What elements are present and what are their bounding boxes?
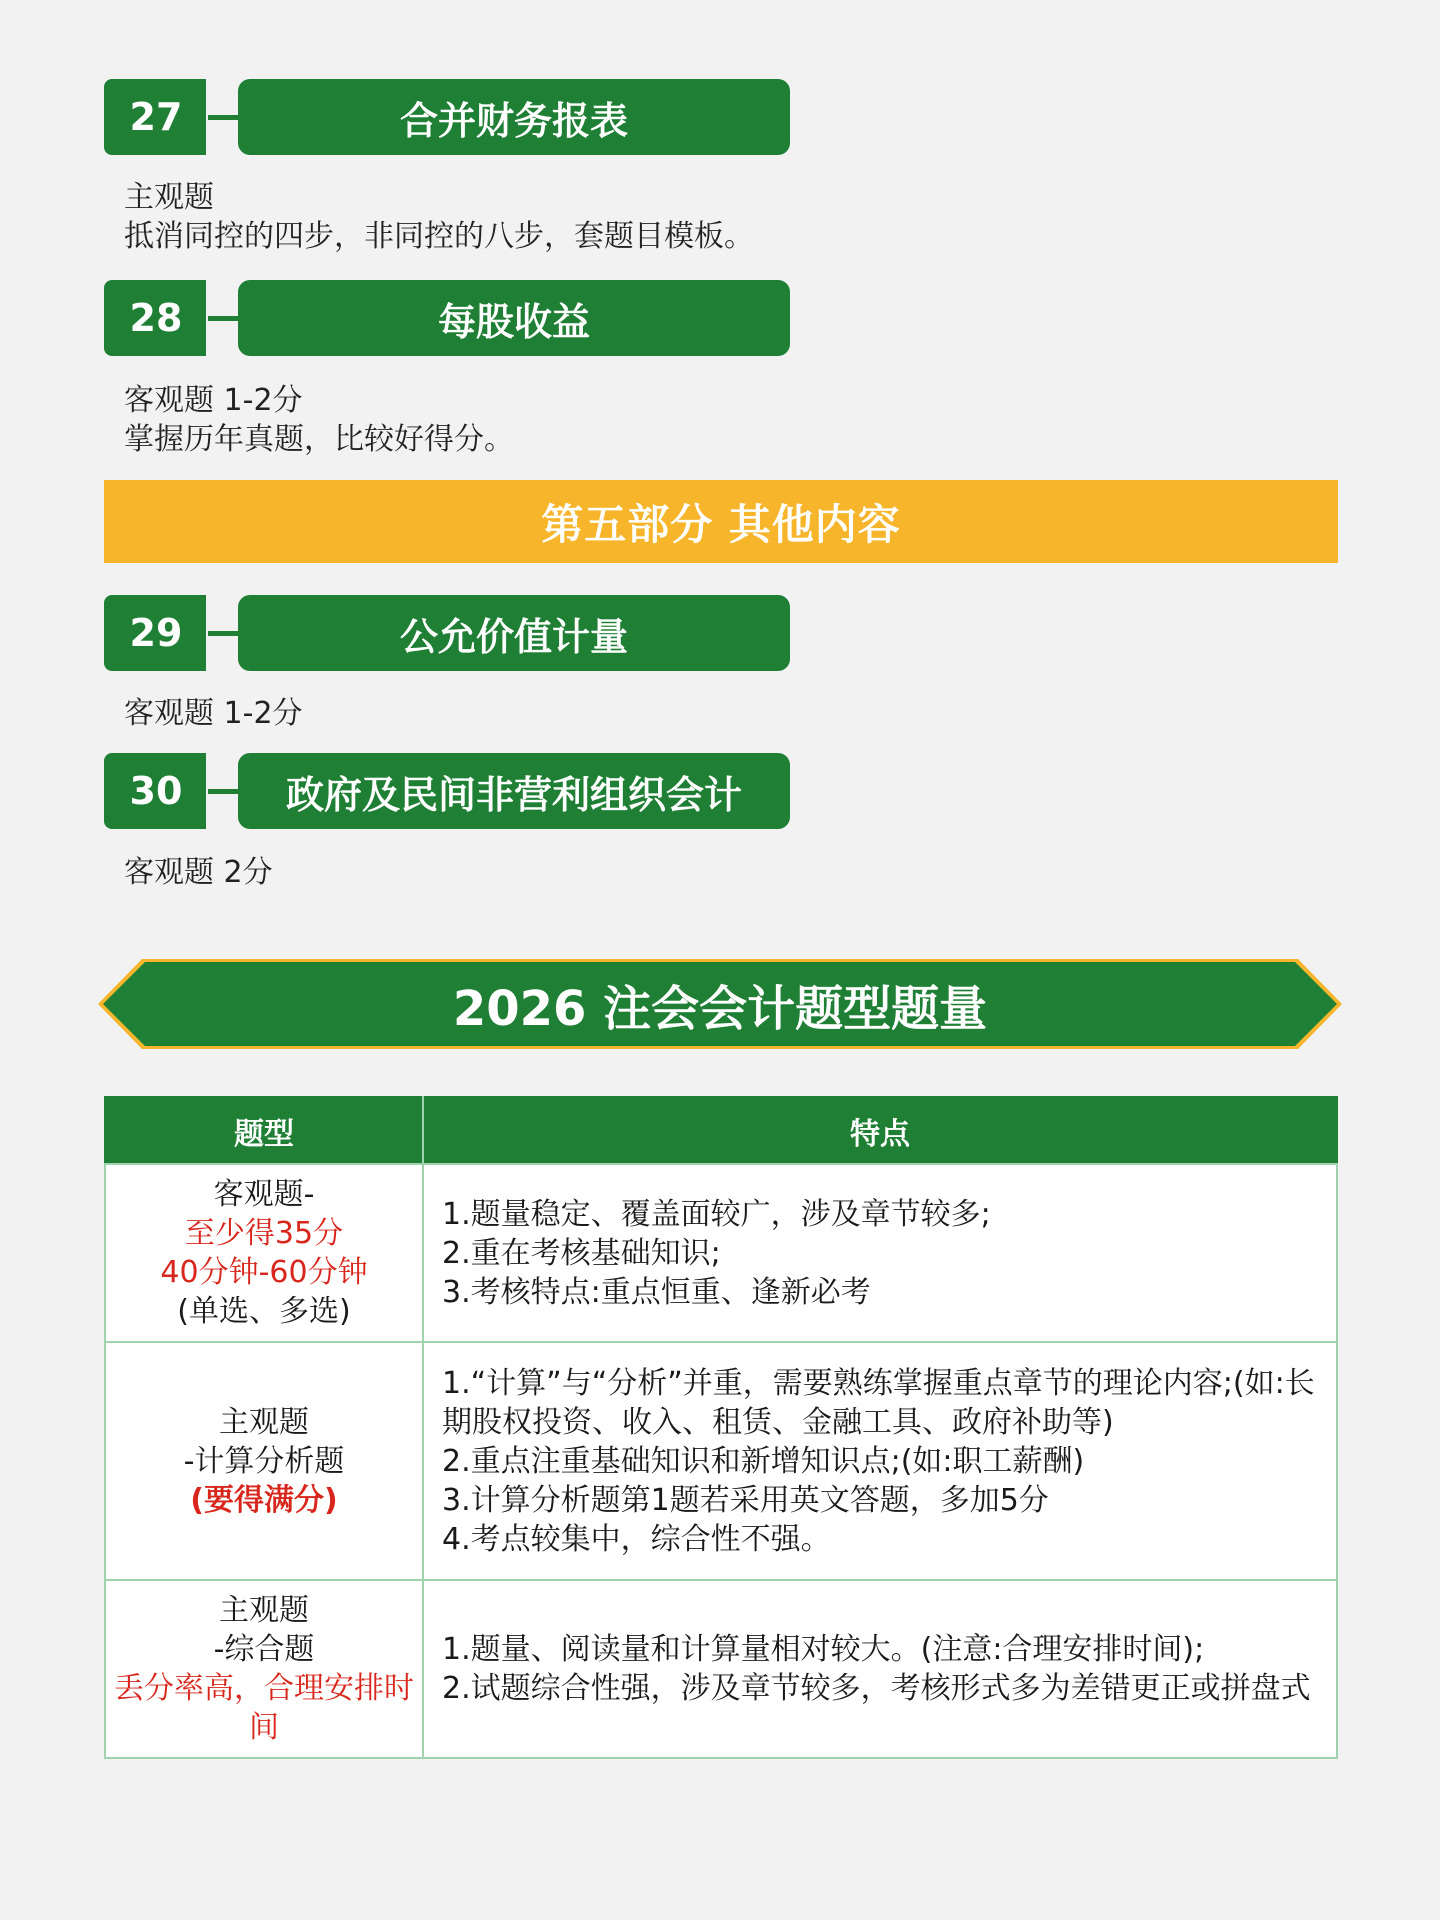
item-title: 每股收益 (238, 280, 790, 356)
table-header-row (105, 1097, 1337, 1164)
feature-line: 2.试题综合性强，涉及章节较多，考核形式多为差错更正或拼盘式 (442, 1671, 1311, 1706)
feature-line: 3.计算分析题第1题若采用英文答题，多加5分 (442, 1482, 1049, 1518)
item-27-header (104, 79, 790, 155)
type-line: 主观题 (219, 1593, 309, 1628)
connector-line (208, 631, 242, 636)
feature-line: 1.题量、阅读量和计算量相对较大。(注意:合理安排时间); (442, 1632, 1205, 1667)
desc-line: 客观题 1-2分 (124, 383, 303, 418)
feature-line: 1.“计算”与“分析”并重，需要熟练掌握重点章节的理论内容;(如:长期股权投资、收入、租赁、金融工具、政府补助等) (442, 1365, 1315, 1440)
header-features: 特点 (423, 1097, 1337, 1164)
type-line: (单选、多选) (177, 1294, 351, 1329)
question-type-table (104, 1096, 1338, 1759)
item-number: 30 (104, 753, 208, 829)
type-cell (105, 1580, 423, 1758)
type-line: 丢分率高，合理安排时间 (114, 1671, 414, 1745)
type-line: 主观题 (219, 1404, 309, 1440)
feature-cell (423, 1164, 1337, 1342)
feature-line: 1.题量稳定、覆盖面较广，涉及章节较多; (442, 1196, 991, 1232)
desc-line: 客观题 1-2分 (124, 696, 303, 731)
type-line: 至少得35分 (184, 1216, 344, 1251)
item-number: 27 (104, 79, 208, 155)
feature-line: 4.考点较集中，综合性不强。 (442, 1521, 831, 1557)
connector-line (208, 789, 242, 794)
item-30-desc (124, 853, 273, 892)
item-29-desc (124, 694, 303, 733)
type-line: -综合题 (213, 1632, 315, 1667)
item-29-header (104, 595, 790, 671)
type-line: 客观题- (213, 1177, 315, 1212)
header-type: 题型 (105, 1097, 423, 1164)
banner-title: 2026 注会会计题型题量 (452, 980, 988, 1037)
item-number: 29 (104, 595, 208, 671)
item-number: 28 (104, 280, 208, 356)
desc-line: 客观题 2分 (124, 855, 273, 890)
feature-line: 3.考核特点:重点恒重、逢新必考 (442, 1274, 871, 1310)
desc-line: 主观题 (124, 180, 214, 215)
type-line: (要得满分) (190, 1482, 338, 1518)
item-27-desc (124, 178, 754, 256)
connector-line (208, 316, 242, 321)
item-28-desc (124, 381, 514, 459)
table-row (105, 1580, 1337, 1758)
feature-cell (423, 1342, 1337, 1580)
type-cell (105, 1164, 423, 1342)
item-30-header (104, 753, 790, 829)
item-title: 政府及民间非营利组织会计 (238, 753, 790, 829)
feature-cell (423, 1580, 1337, 1758)
section-title: 第五部分 其他内容 (104, 480, 1338, 563)
table-row (105, 1342, 1337, 1580)
type-line: 40分钟-60分钟 (160, 1255, 368, 1290)
table-row (105, 1164, 1337, 1342)
type-line: -计算分析题 (183, 1443, 345, 1479)
item-28-header (104, 280, 790, 356)
type-cell (105, 1342, 423, 1580)
item-title: 公允价值计量 (238, 595, 790, 671)
feature-line: 2.重点注重基础知识和新增知识点;(如:职工薪酬) (442, 1443, 1085, 1479)
item-title: 合并财务报表 (238, 79, 790, 155)
desc-line: 掌握历年真题，比较好得分。 (124, 422, 514, 457)
feature-line: 2.重在考核基础知识; (442, 1235, 721, 1271)
connector-line (208, 115, 242, 120)
desc-line: 抵消同控的四步，非同控的八步，套题目模板。 (124, 219, 754, 254)
banner (96, 957, 1344, 1051)
